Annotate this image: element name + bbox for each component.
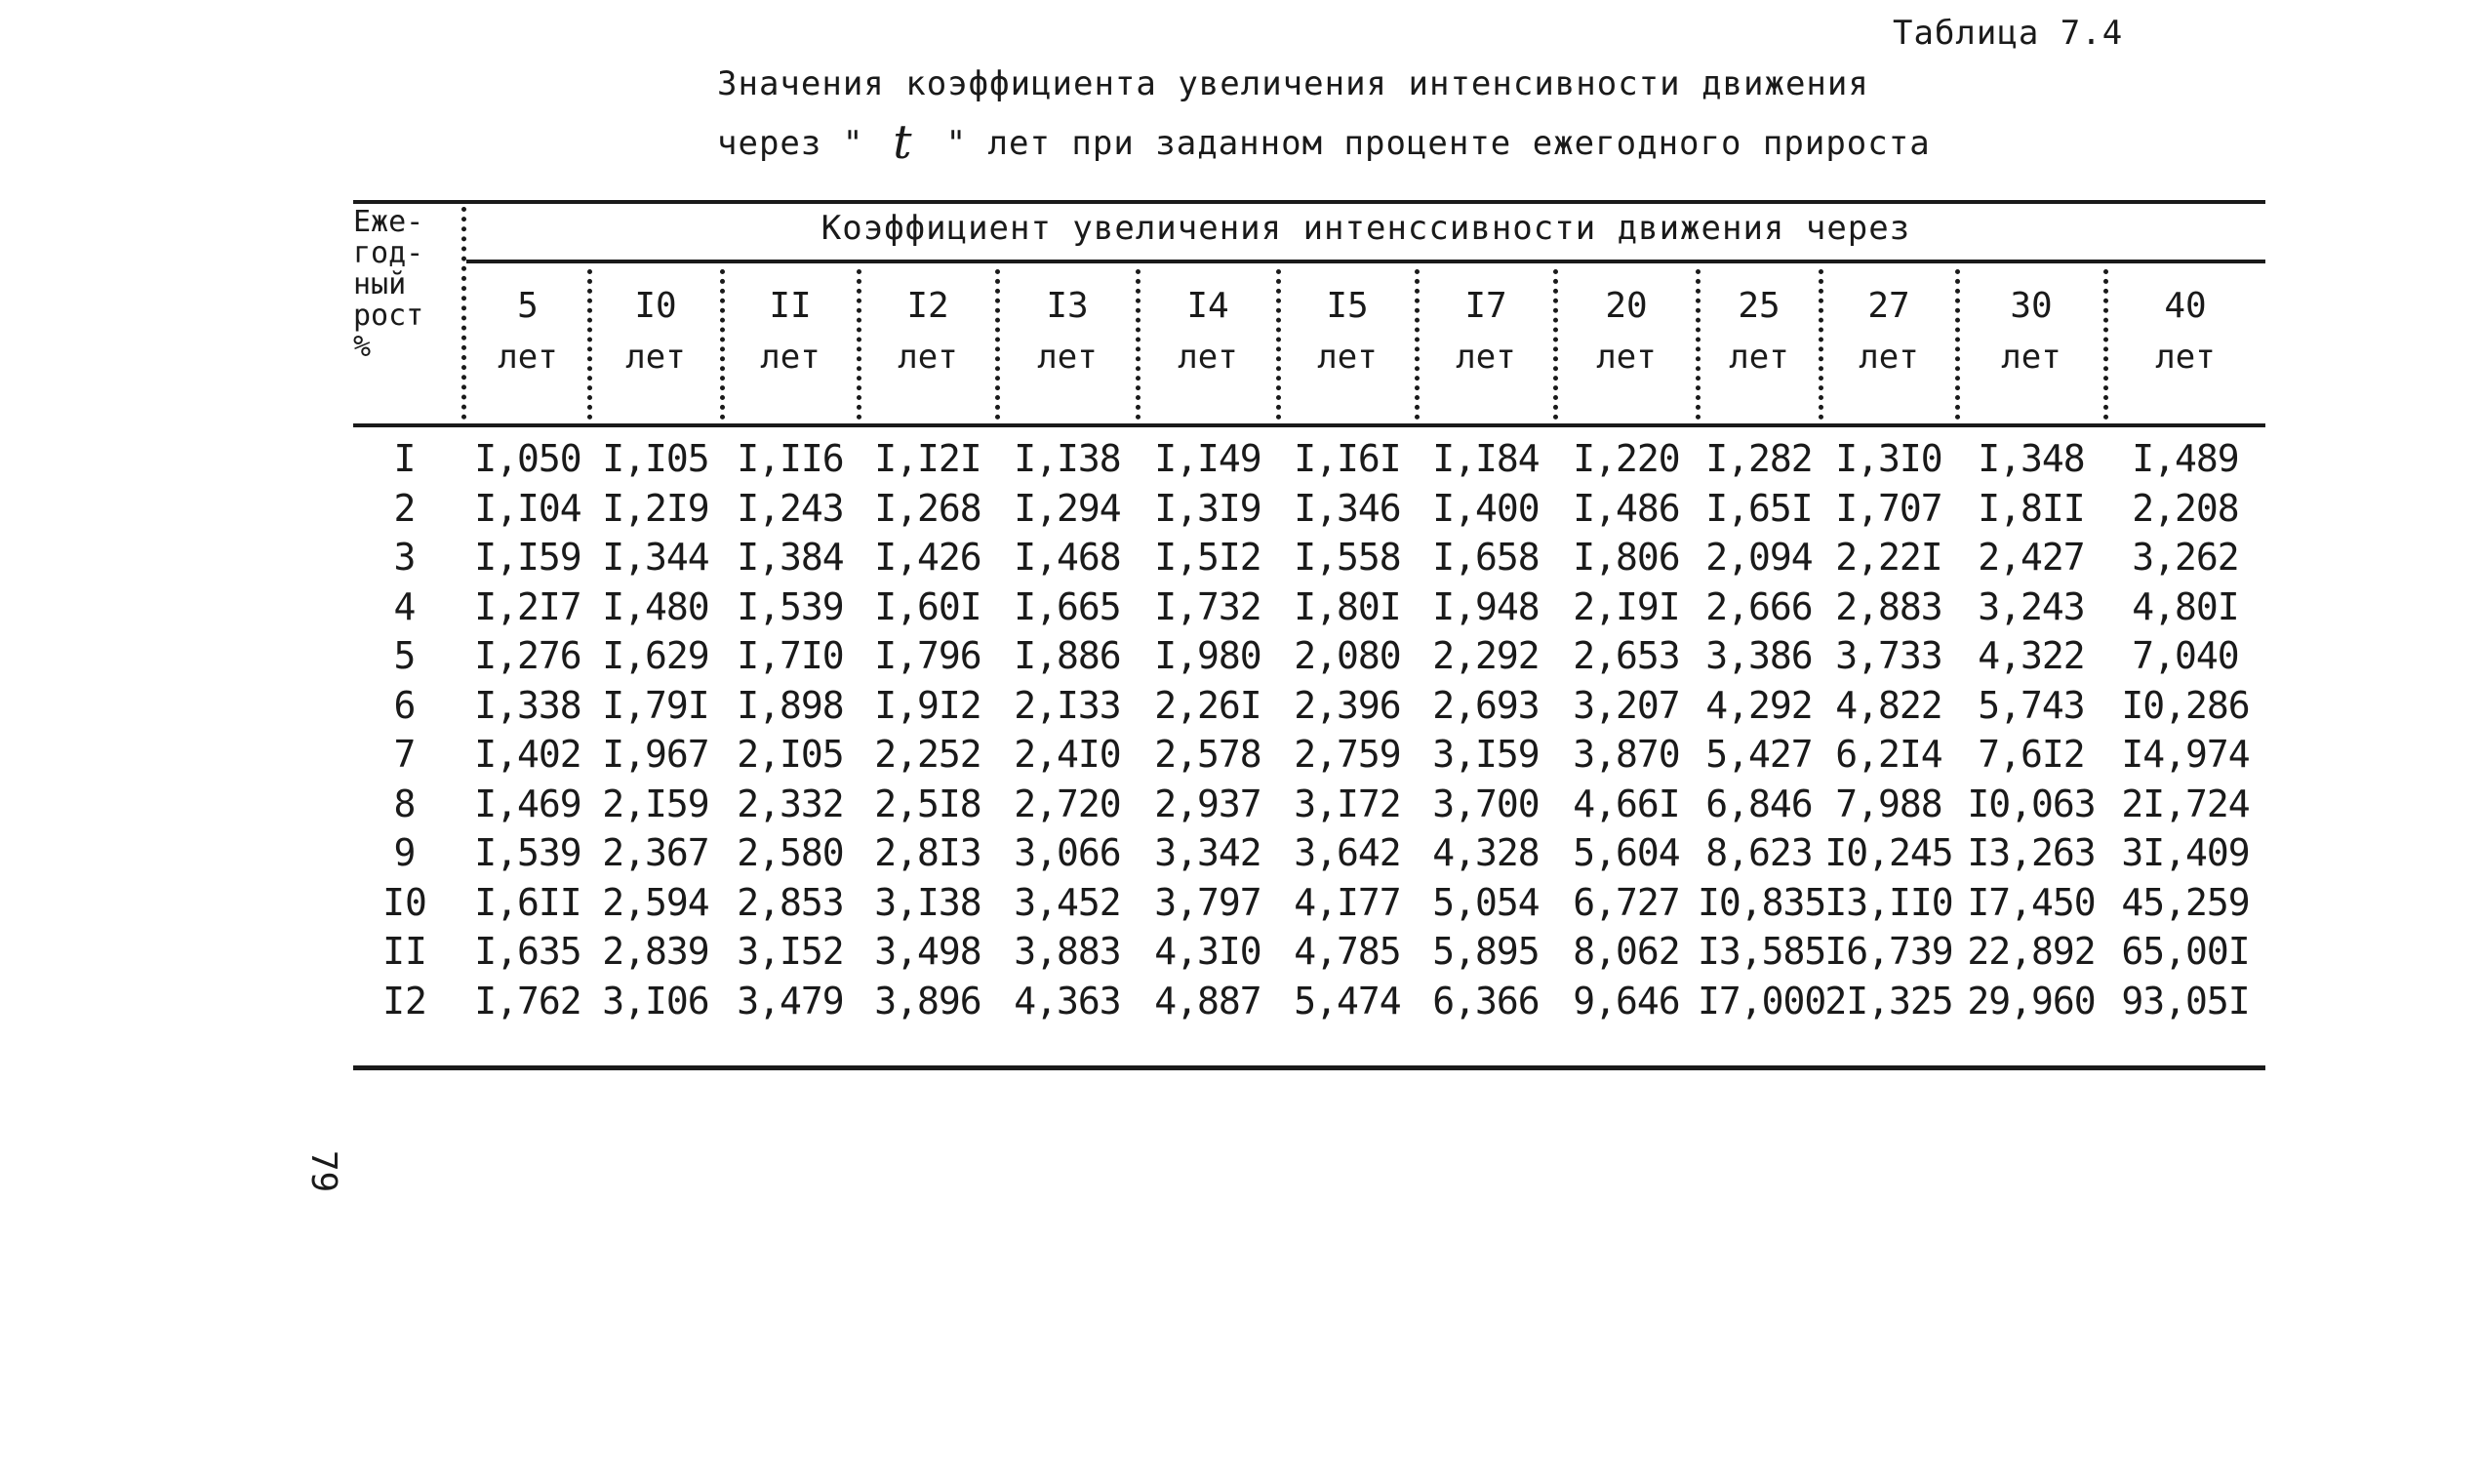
- table-cell: 2,720: [1014, 782, 1121, 825]
- table-cell: I,60I: [874, 585, 981, 628]
- table-cell: I,5I2: [1154, 536, 1261, 579]
- column-years: 27: [1867, 286, 1910, 326]
- table-cell: I4,974: [2121, 733, 2250, 776]
- table-cell: I,I6I: [1294, 437, 1401, 480]
- table-cell: I,65I: [1705, 487, 1813, 530]
- column-header: [1698, 281, 1821, 382]
- table-cell: I,732: [1154, 585, 1261, 628]
- table-cell: 2,208: [2132, 487, 2239, 530]
- table-cell: I,629: [602, 634, 709, 677]
- table-cell: 2,8I3: [874, 831, 981, 874]
- table-cell: 3,342: [1154, 831, 1261, 874]
- table-cell: 2,I59: [602, 782, 709, 825]
- column-years: 5: [517, 286, 539, 326]
- table-cell: 3,870: [1573, 733, 1680, 776]
- row-growth-percent: I0: [382, 881, 427, 924]
- table-cell: 4,822: [1835, 684, 1942, 727]
- table-cell: 5,895: [1432, 930, 1540, 973]
- column-years: I0: [634, 286, 677, 326]
- title-line-2-end: " лет при заданном проценте ежегодного прироста: [945, 124, 1931, 163]
- table-cell: 4,887: [1154, 980, 1261, 1023]
- column-header: [466, 281, 589, 382]
- table-cell: I,I38: [1014, 437, 1121, 480]
- column-header: [997, 281, 1138, 382]
- table-top-rule: [353, 200, 2265, 204]
- table-cell: I,I49: [1154, 437, 1261, 480]
- table-cell: I,658: [1432, 536, 1540, 579]
- column-years: I4: [1186, 286, 1229, 326]
- column-unit: лет: [1456, 338, 1516, 377]
- table-cell: I0,245: [1824, 831, 1953, 874]
- table-cell: I0,286: [2121, 684, 2250, 727]
- header-bottom-rule: [353, 423, 2265, 427]
- title-t-symbol: t: [893, 115, 913, 170]
- table-cell: 4,328: [1432, 831, 1540, 874]
- table-cell: 2,26I: [1154, 684, 1261, 727]
- table-cell: 3,207: [1573, 684, 1680, 727]
- table-cell: 2,4I0: [1014, 733, 1121, 776]
- table-cell: I,480: [602, 585, 709, 628]
- table-cell: 2,853: [737, 881, 844, 924]
- table-cell: 5,054: [1432, 881, 1540, 924]
- table-cell: I,806: [1573, 536, 1680, 579]
- table-cell: I0,063: [1967, 782, 2096, 825]
- table-cell: 5,474: [1294, 980, 1401, 1023]
- row-growth-percent: I: [393, 437, 417, 480]
- table-cell: I,3I0: [1835, 437, 1942, 480]
- table-cell: 7,040: [2132, 634, 2239, 677]
- table-cell: I,948: [1432, 585, 1540, 628]
- column-years: 25: [1738, 286, 1781, 326]
- table-cell: 7,988: [1835, 782, 1942, 825]
- column-header: [1138, 281, 1278, 382]
- table-cell: 29,960: [1967, 980, 2096, 1023]
- column-unit: лет: [1178, 338, 1238, 377]
- column-header: [1957, 281, 2105, 382]
- table-cell: 5,604: [1573, 831, 1680, 874]
- table-cell: 2,22I: [1835, 536, 1942, 579]
- table-cell: I7,450: [1967, 881, 2096, 924]
- table-cell: I,469: [474, 782, 581, 825]
- table-cell: I,80I: [1294, 585, 1401, 628]
- column-header: [1555, 281, 1698, 382]
- column-header: [1821, 281, 1957, 382]
- table-cell: I,3I9: [1154, 487, 1261, 530]
- group-header-rule: [466, 260, 2265, 263]
- table-cell: I,050: [474, 437, 581, 480]
- column-years: I7: [1464, 286, 1507, 326]
- table-cell: I3,263: [1967, 831, 2096, 874]
- row-growth-percent: 5: [393, 634, 417, 677]
- table-cell: 4,3I0: [1154, 930, 1261, 973]
- table-cell: 2,666: [1705, 585, 1813, 628]
- table-title-line-2: [717, 115, 1985, 170]
- table-cell: I,886: [1014, 634, 1121, 677]
- table-cell: I,282: [1705, 437, 1813, 480]
- column-years: 20: [1605, 286, 1648, 326]
- table-cell: 2,5I8: [874, 782, 981, 825]
- table-cell: I,402: [474, 733, 581, 776]
- table-cell: 3,883: [1014, 930, 1121, 973]
- table-cell: 3,I38: [874, 881, 981, 924]
- table-cell: I,400: [1432, 487, 1540, 530]
- table-cell: I,I2I: [874, 437, 981, 480]
- table-cell: 2,759: [1294, 733, 1401, 776]
- table-cell: I,I04: [474, 487, 581, 530]
- table-cell: 4,785: [1294, 930, 1401, 973]
- table-cell: I,6II: [474, 881, 581, 924]
- table-cell: 2,883: [1835, 585, 1942, 628]
- table-cell: I0,835: [1698, 881, 1826, 924]
- table-cell: I,489: [2132, 437, 2239, 480]
- table-cell: 3,642: [1294, 831, 1401, 874]
- row-growth-percent: II: [382, 930, 427, 973]
- table-cell: 2,I05: [737, 733, 844, 776]
- table-cell: I,468: [1014, 536, 1121, 579]
- table-cell: 3,I59: [1432, 733, 1540, 776]
- table-cell: 2,937: [1154, 782, 1261, 825]
- column-unit: лет: [1729, 338, 1789, 377]
- table-cell: 3I,409: [2121, 831, 2250, 874]
- column-unit: лет: [498, 338, 558, 377]
- table-cell: I,635: [474, 930, 581, 973]
- table-cell: 3,896: [874, 980, 981, 1023]
- table-cell: I3,II0: [1824, 881, 1953, 924]
- page-number: 79: [303, 1149, 344, 1193]
- table-cell: 2,839: [602, 930, 709, 973]
- table-title-line-1: Значения коэффициента увеличения интенсивности движения: [717, 64, 1869, 103]
- table-cell: 3,I06: [602, 980, 709, 1023]
- column-years: 30: [2010, 286, 2053, 326]
- table-cell: 4,80I: [2132, 585, 2239, 628]
- table-cell: 6,846: [1705, 782, 1813, 825]
- table-cell: 2,693: [1432, 684, 1540, 727]
- table-cell: 2,292: [1432, 634, 1540, 677]
- group-header: Коэффициент увеличения интенссивности движения через: [820, 209, 1911, 248]
- table-cell: 45,259: [2121, 881, 2250, 924]
- table-cell: I,346: [1294, 487, 1401, 530]
- column-unit: лет: [760, 338, 820, 377]
- table-cell: I,762: [474, 980, 581, 1023]
- column-years: II: [769, 286, 812, 326]
- table-cell: I,348: [1978, 437, 2085, 480]
- table-cell: I3,585: [1698, 930, 1826, 973]
- table-cell: 7,6I2: [1978, 733, 2085, 776]
- table-cell: I,I05: [602, 437, 709, 480]
- table-cell: I,486: [1573, 487, 1680, 530]
- column-unit: лет: [2001, 338, 2061, 377]
- column-header: [1278, 281, 1417, 382]
- column-unit: лет: [898, 338, 958, 377]
- table-cell: 3,262: [2132, 536, 2239, 579]
- column-header: [722, 281, 859, 382]
- column-unit: лет: [1037, 338, 1098, 377]
- table-cell: I,I84: [1432, 437, 1540, 480]
- table-cell: 3,797: [1154, 881, 1261, 924]
- table-cell: 22,892: [1967, 930, 2096, 973]
- column-header: [589, 281, 722, 382]
- table-cell: I,243: [737, 487, 844, 530]
- table-cell: I,539: [737, 585, 844, 628]
- row-growth-percent: 8: [393, 782, 417, 825]
- table-cell: 3,452: [1014, 881, 1121, 924]
- table-cell: 8,623: [1705, 831, 1813, 874]
- table-cell: I,980: [1154, 634, 1261, 677]
- table-cell: 2,653: [1573, 634, 1680, 677]
- table-cell: I,79I: [602, 684, 709, 727]
- table-cell: 3,I52: [737, 930, 844, 973]
- table-cell: 2,I33: [1014, 684, 1121, 727]
- table-cell: I,8II: [1978, 487, 2085, 530]
- table-cell: 2,594: [602, 881, 709, 924]
- table-cell: 65,00I: [2121, 930, 2250, 973]
- table-cell: I7,000: [1698, 980, 1826, 1023]
- row-growth-percent: 7: [393, 733, 417, 776]
- table-cell: I,2I9: [602, 487, 709, 530]
- table-cell: 8,062: [1573, 930, 1680, 973]
- row-growth-percent: 4: [393, 585, 417, 628]
- table-cell: 3,243: [1978, 585, 2085, 628]
- table-cell: 2,I9I: [1573, 585, 1680, 628]
- table-cell: 3,I72: [1294, 782, 1401, 825]
- table-cell: 4,322: [1978, 634, 2085, 677]
- column-header: [1417, 281, 1555, 382]
- table-cell: 6,727: [1573, 881, 1680, 924]
- column-header: [2105, 281, 2265, 382]
- table-cell: 2,367: [602, 831, 709, 874]
- table-cell: I,967: [602, 733, 709, 776]
- column-years: I3: [1046, 286, 1089, 326]
- column-unit: лет: [625, 338, 686, 377]
- row-growth-percent: 2: [393, 487, 417, 530]
- table-cell: I,344: [602, 536, 709, 579]
- row-growth-percent: 3: [393, 536, 417, 579]
- table-cell: I6,739: [1824, 930, 1953, 973]
- table-cell: I,294: [1014, 487, 1121, 530]
- column-years: I2: [906, 286, 949, 326]
- table-cell: 6,366: [1432, 980, 1540, 1023]
- table-cell: I,I59: [474, 536, 581, 579]
- row-growth-percent: 6: [393, 684, 417, 727]
- table-bottom-rule: [353, 1065, 2265, 1070]
- table-cell: I,338: [474, 684, 581, 727]
- table-caption: Таблица 7.4: [1893, 14, 2124, 53]
- table-cell: I,707: [1835, 487, 1942, 530]
- table-cell: 3,733: [1835, 634, 1942, 677]
- table-cell: I,665: [1014, 585, 1121, 628]
- table-cell: I,384: [737, 536, 844, 579]
- table-cell: I,558: [1294, 536, 1401, 579]
- table-cell: 9,646: [1573, 980, 1680, 1023]
- column-years: 40: [2164, 286, 2207, 326]
- column-years: I5: [1326, 286, 1369, 326]
- table-cell: 2,332: [737, 782, 844, 825]
- table-cell: 2,094: [1705, 536, 1813, 579]
- column-unit: лет: [2155, 338, 2216, 377]
- table-cell: I,539: [474, 831, 581, 874]
- table-cell: I,276: [474, 634, 581, 677]
- table-cell: 3,479: [737, 980, 844, 1023]
- table-cell: 2,578: [1154, 733, 1261, 776]
- table-cell: 4,I77: [1294, 881, 1401, 924]
- table-cell: I,796: [874, 634, 981, 677]
- table-cell: I,268: [874, 487, 981, 530]
- table-cell: 3,386: [1705, 634, 1813, 677]
- table-cell: 4,66I: [1573, 782, 1680, 825]
- table-cell: 5,743: [1978, 684, 2085, 727]
- table-cell: 4,363: [1014, 980, 1121, 1023]
- row-growth-percent: I2: [382, 980, 427, 1023]
- table-cell: I,898: [737, 684, 844, 727]
- table-cell: 3,498: [874, 930, 981, 973]
- table-cell: 2,252: [874, 733, 981, 776]
- table-cell: I,7I0: [737, 634, 844, 677]
- table-cell: 3,700: [1432, 782, 1540, 825]
- table-cell: I,426: [874, 536, 981, 579]
- table-cell: I,II6: [737, 437, 844, 480]
- row-growth-percent: 9: [393, 831, 417, 874]
- table-cell: I,2I7: [474, 585, 581, 628]
- stub-header: Еже- год- ный рост %: [353, 205, 424, 364]
- table-cell: 2I,325: [1824, 980, 1953, 1023]
- table-cell: 93,05I: [2121, 980, 2250, 1023]
- table-cell: I,9I2: [874, 684, 981, 727]
- column-unit: лет: [1859, 338, 1919, 377]
- table-cell: 5,427: [1705, 733, 1813, 776]
- table-cell: 3,066: [1014, 831, 1121, 874]
- table-cell: I,220: [1573, 437, 1680, 480]
- column-header: [859, 281, 997, 382]
- table-cell: 2,427: [1978, 536, 2085, 579]
- column-unit: лет: [1596, 338, 1657, 377]
- table-cell: 2,080: [1294, 634, 1401, 677]
- table-cell: 6,2I4: [1835, 733, 1942, 776]
- title-line-2-start: через ": [717, 124, 864, 163]
- table-cell: 2I,724: [2121, 782, 2250, 825]
- table-cell: 4,292: [1705, 684, 1813, 727]
- column-unit: лет: [1317, 338, 1378, 377]
- table-cell: 2,580: [737, 831, 844, 874]
- table-cell: 2,396: [1294, 684, 1401, 727]
